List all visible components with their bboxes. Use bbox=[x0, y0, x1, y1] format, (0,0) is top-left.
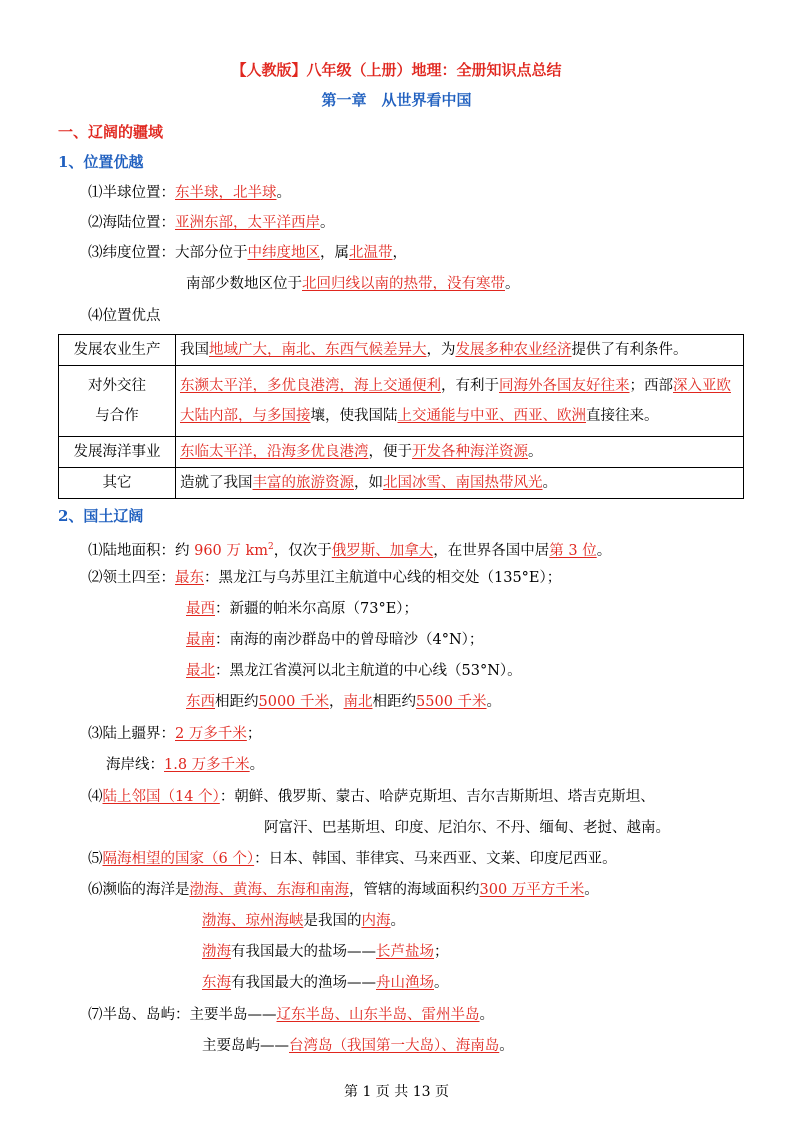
latitude-position-line: ⑶纬度位置：大部分位于中纬度地区，属北温带， bbox=[88, 245, 407, 261]
row-key: 发展海洋事业 bbox=[59, 437, 176, 468]
highlight: 北温带 bbox=[349, 245, 393, 261]
highlight: 亚洲东部，太平洋西岸 bbox=[175, 215, 320, 231]
land-border-line: ⑶陆上疆界：2 万多千米； bbox=[88, 726, 262, 742]
position-advantages-label: ⑷位置优点 bbox=[88, 308, 161, 324]
islands-line: 主要岛屿——台湾岛（我国第一大岛）、海南岛。 bbox=[202, 1038, 514, 1054]
extremity-west-line: 最西：新疆的帕米尔高原（73°E）； bbox=[186, 601, 419, 617]
land-area-line: ⑴陆地面积：约 960 万 $km^2$，仅次于俄罗斯、加拿大，在世界各国中居第 3 位。 bbox=[88, 542, 612, 559]
row-key: 发展农业生产 bbox=[59, 335, 176, 366]
inland-seas-line: 渤海、琼州海峡是我国的内海。 bbox=[202, 913, 405, 929]
subsection-heading-location: 1、位置优越 bbox=[58, 153, 144, 171]
row-value: 造就了我国丰富的旅游资源，如北国冰雪、南国热带风光。 bbox=[176, 468, 744, 499]
sea-neighbors-line: ⑸隔海相望的国家（6 个）：日本、韩国、菲律宾、马来西亚、文莱、印度尼西亚。 bbox=[88, 851, 617, 867]
distance-line: 东西相距约5000 千米，南北相距约5500 千米。 bbox=[186, 694, 502, 710]
row-key: 其它 bbox=[59, 468, 176, 499]
advantages-table bbox=[58, 334, 744, 499]
table-row bbox=[59, 335, 744, 366]
extremity-south-line: 最南：南海的南沙群岛中的曾母暗沙（4°N）； bbox=[186, 632, 484, 648]
extremity-north-line: 最北：黑龙江省漠河以北主航道的中心线（53°N）。 bbox=[186, 663, 522, 679]
row-key: 对外交往 与合作 bbox=[59, 366, 176, 437]
land-neighbors-line-2: 阿富汗、巴基斯坦、印度、尼泊尔、不丹、缅甸、老挝、越南。 bbox=[264, 820, 670, 836]
document-title: 【人教版】八年级（上册）地理：全册知识点总结 bbox=[231, 61, 562, 79]
sea-land-position-line: ⑵海陆位置：亚洲东部，太平洋西岸。 bbox=[88, 215, 335, 231]
peninsulas-line: ⑺半岛、岛屿：主要半岛——辽东半岛、山东半岛、雷州半岛。 bbox=[88, 1007, 494, 1023]
highlight: 中纬度地区 bbox=[247, 245, 320, 261]
land-neighbors-line: ⑷陆上邻国（14 个）：朝鲜、俄罗斯、蒙古、哈萨克斯坦、吉尔吉斯斯坦、塔吉克斯坦、 bbox=[88, 789, 655, 805]
chapter-heading: 第一章 从世界看中国 bbox=[321, 91, 472, 109]
subsection-heading-territory: 2、国土辽阔 bbox=[58, 507, 144, 525]
page-footer: 第 1 页 共 13 页 bbox=[344, 1084, 449, 1100]
bordering-seas-line: ⑹濒临的海洋是渤海、黄海、东海和南海，管辖的海域面积约300 万平方千米。 bbox=[88, 882, 599, 898]
salt-field-line: 渤海有我国最大的盐场——长芦盐场； bbox=[202, 944, 449, 960]
fishing-ground-line: 东海有我国最大的渔场——舟山渔场。 bbox=[202, 975, 449, 991]
coastline-line: 海岸线：1.8 万多千米。 bbox=[106, 757, 265, 773]
highlight: 北回归线以南的热带，没有寒带 bbox=[302, 276, 505, 292]
row-value: 我国地域广大，南北、东西气候差异大，为发展多种农业经济提供了有利条件。 bbox=[176, 335, 744, 366]
highlight: 东半球，北半球 bbox=[175, 185, 277, 201]
table-row bbox=[59, 437, 744, 468]
hemisphere-position-line: ⑴半球位置：东半球，北半球。 bbox=[88, 185, 291, 201]
table-row bbox=[59, 366, 744, 437]
extremity-east-line: ⑵领土四至：最东：黑龙江与乌苏里江主航道中心线的相交处（135°E）； bbox=[88, 570, 562, 586]
latitude-position-line-2: 南部少数地区位于北回归线以南的热带，没有寒带。 bbox=[186, 276, 520, 292]
row-value: 东临太平洋，沿海多优良港湾，便于开发各种海洋资源。 bbox=[176, 437, 744, 468]
row-value: 东濒太平洋，多优良港湾，海上交通便利，有利于同海外各国友好往来；西部深入亚欧大陆内部，与多国接壤，使我国陆上交通能与中亚、西亚、欧洲直接往来。 bbox=[176, 366, 744, 437]
table-row bbox=[59, 468, 744, 499]
section-heading: 一、辽阔的疆域 bbox=[58, 123, 164, 141]
